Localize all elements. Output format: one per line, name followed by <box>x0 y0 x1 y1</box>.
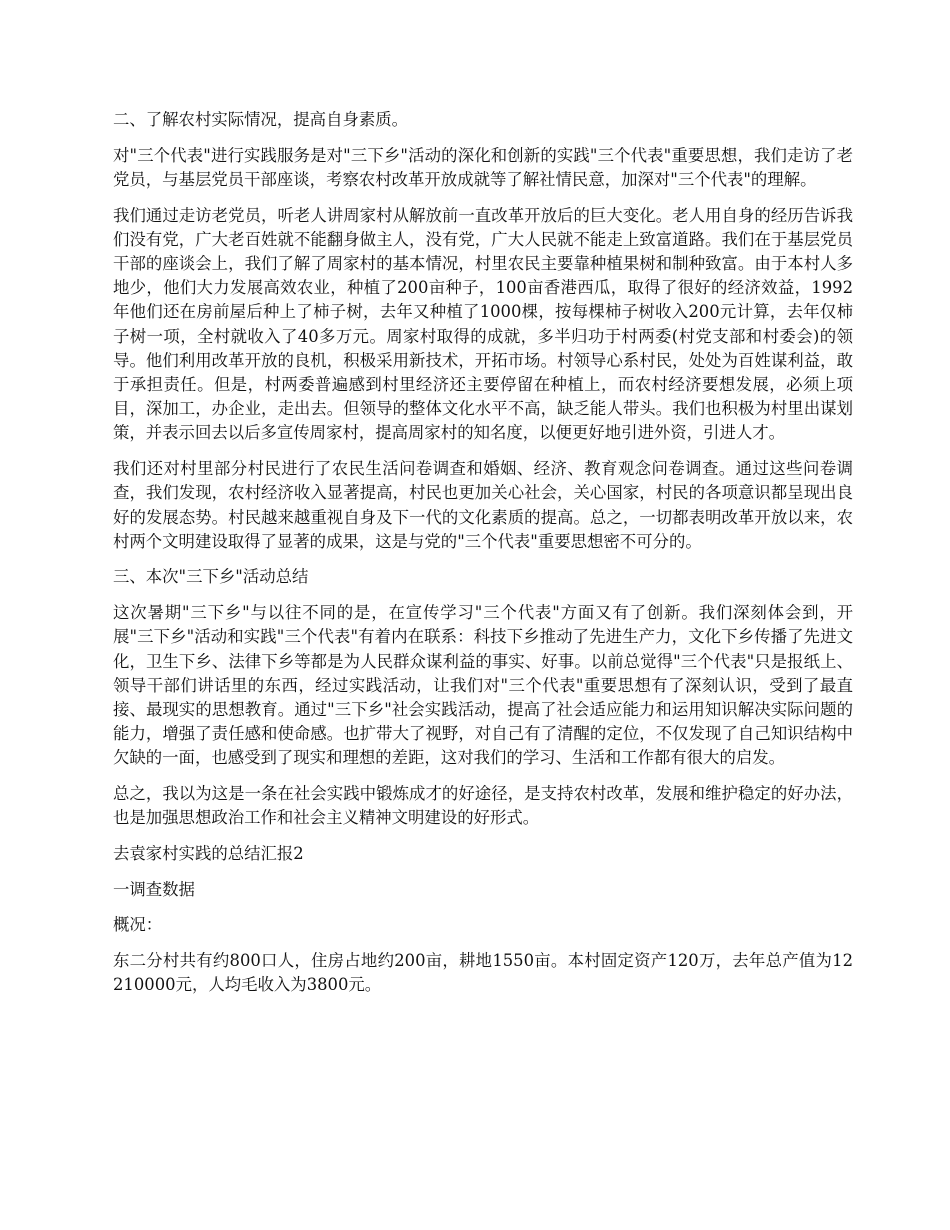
section-heading-3: 三、本次"三下乡"活动总结 <box>113 567 309 587</box>
section-heading-2: 二、了解农村实际情况，提高自身素质。 <box>113 110 409 129</box>
paragraph-village-stats: 东二分村共有约800口人，住房占地约200亩，耕地1550亩。本村固定资产120万，去年总产值为12210000元，人均毛收入为3800元。 <box>113 951 853 995</box>
document-page <box>113 108 853 1009</box>
paragraph-activity-summary: 这次暑期"三下乡"与以往不同的是，在宣传学习"三个代表"方面又有了创新。我们深刻体会到，开展"三下乡"活动和实践"三个代表"有着内在联系：科技下乡推动了先进生产力，文化下乡传播了先进文化，卫生下乡、法律下乡等都是为人民群众谋利益的事实、好事。以前总觉得"三个代表"只是报纸上、领导干部们讲话里的东西，经过实践活动，让我们对"三个代表"重要思想有了深刻认识，受到了最直接、最现实的思想教育。通过"三下乡"社会实践活动，提高了社会适应能力和运用知识解决实际问题的能力，增强了责任感和使命感。也扩带大了视野，对自己有了清醒的定位，不仅发现了自己知识结构中欠缺的一面，也感受到了现实和理想的差距，这对我们的学习、生活和工作都有很大的启发。 <box>113 603 853 768</box>
paragraph-three-represents-intro: 对"三个代表"进行实践服务是对"三下乡"活动的深化和创新的实践"三个代表"重要思想，我们走访了老党员，与基层党员干部座谈，考察农村改革开放成就等了解社情民意，加深对"三个代表"的理解。 <box>113 145 853 189</box>
paragraph-zhoujia-village: 我们通过走访老党员，听老人讲周家村从解放前一直改革开放后的巨大变化。老人用自身的经历告诉我们没有党，广大老百姓就不能翻身做主人，没有党，广大人民就不能走上致富道路。我们在于基层党员干部的座谈会上，我们了解了周家村的基本情况，村里农民主要靠种植果树和制种致富。由于本村人多地少，他们大力发展高效农业，种植了200亩种子，100亩香港西瓜，取得了很好的经济效益，1992年他们还在房前屋后种上了柿子树，去年又种植了1000棵，按每棵柿子树收入200元计算，去年仅柿子树一项，全村就收入了40多万元。周家村取得的成就，多半归功于村两委(村党支部和村委会)的领导。他们利用改革开放的良机，积极采用新技术，开拓市场。村领导心系村民，处处为百姓谋利益，敢于承担责任。但是，村两委普遍感到村里经济还主要停留在种植上，而农村经济要想发展，必须上项目，深加工，办企业，走出去。但领导的整体文化水平不高，缺乏能人带头。我们也积极为村里出谋划策，并表示回去以后多宣传周家村，提高周家村的知名度，以便更好地引进外资，引进人才。 <box>113 205 853 443</box>
report-title-2: 去袁家村实践的总结汇报2 <box>113 843 304 863</box>
overview-label: 概况： <box>113 915 163 935</box>
survey-data-heading: 一调查数据 <box>113 879 195 899</box>
paragraph-conclusion: 总之，我以为这是一条在社会实践中锻炼成才的好途径，是支持农村改革，发展和维护稳定的好办法，也是加强思想政治工作和社会主义精神文明建设的好形式。 <box>113 784 853 828</box>
paragraph-questionnaire: 我们还对村里部分村民进行了农民生活问卷调查和婚姻、经济、教育观念问卷调查。通过这些问卷调查，我们发现，农村经济收入显著提高，村民也更加关心社会，关心国家，村民的各项意识都呈现出良好的发展态势。村民越来越重视自身及下一代的文化素质的提高。总之，一切都表明改革开放以来，农村两个文明建设取得了显著的成果，这是与党的"三个代表"重要思想密不可分的。 <box>113 459 853 551</box>
